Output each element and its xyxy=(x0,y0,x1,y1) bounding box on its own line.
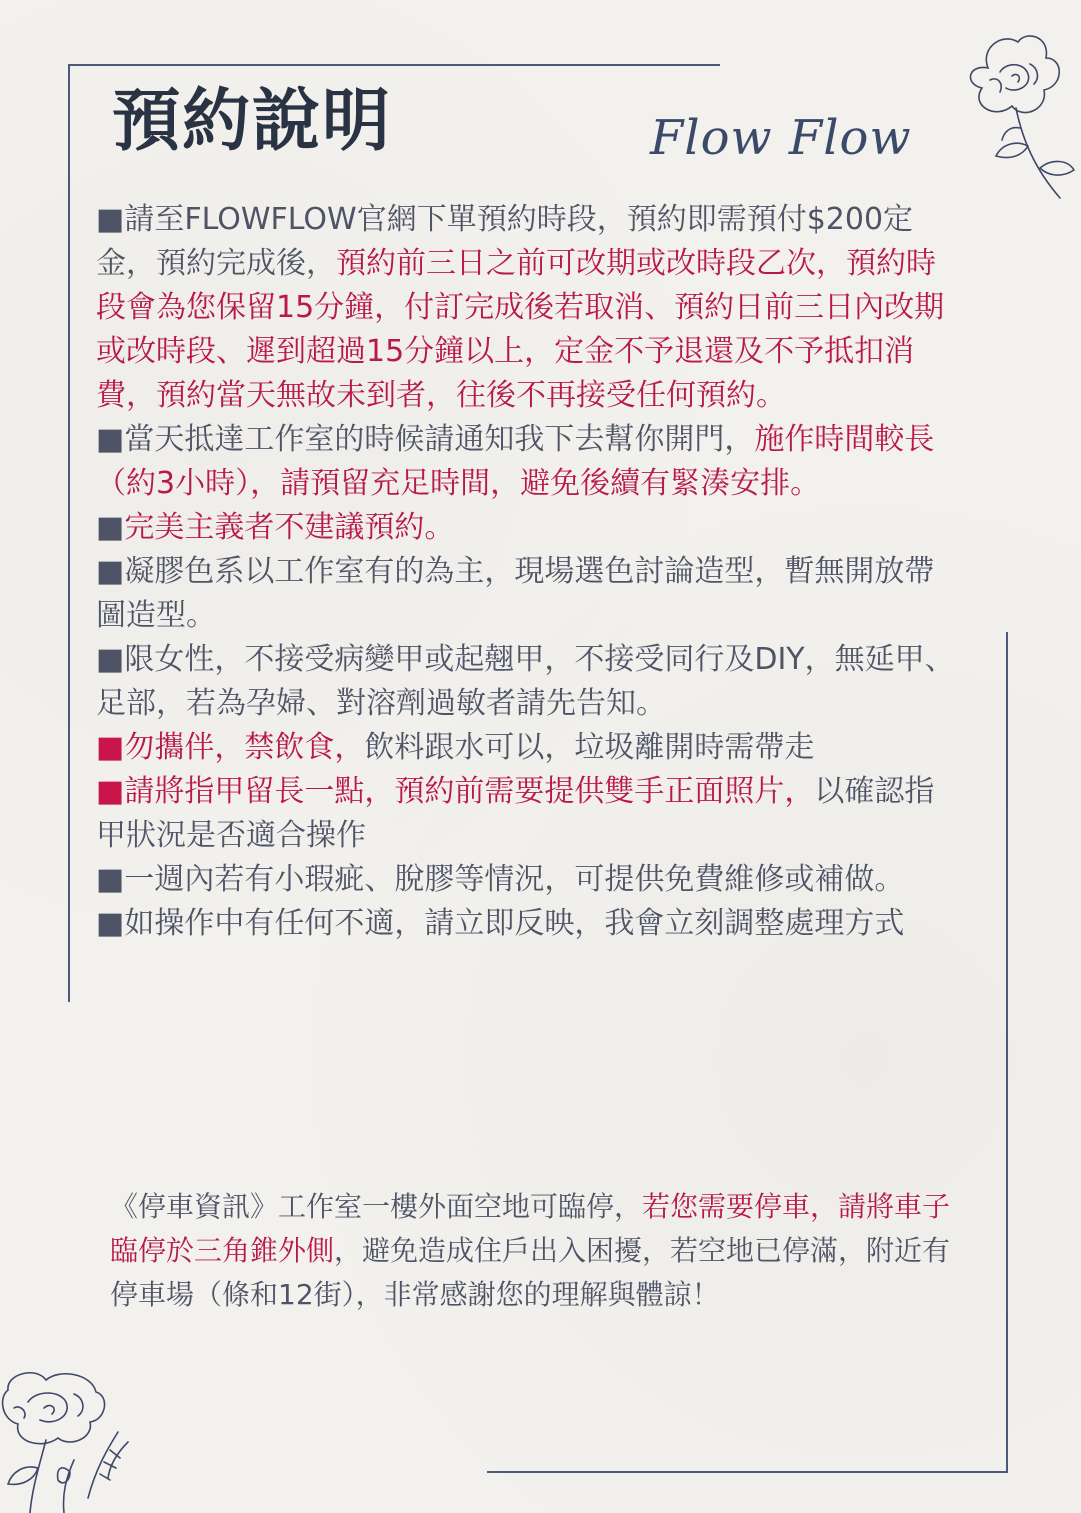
notice-text-highlight: 預約前三日之前可改期或改時段乙次，預約時段會為您保留15分鐘，付訂完成後若取消、預約日前三日內改期或改時段、遲到超過15分鐘以上，定金不予退還及不予抵扣消費，預約當天無故未到者，往後不再接受任何預約。 xyxy=(96,246,945,413)
bullet-square-icon: ■ xyxy=(96,554,125,589)
parking-text: 《停車資訊》工作室一樓外面空地可臨停， xyxy=(110,1190,643,1223)
notice-item xyxy=(96,726,956,770)
brand-logo: Flow Flow xyxy=(650,110,912,166)
bullet-square-icon: ■ xyxy=(96,642,125,677)
bullet-square-icon: ■ xyxy=(96,862,125,897)
bullet-square-icon: ■ xyxy=(96,774,125,809)
notice-item xyxy=(96,770,956,858)
notice-text-highlight: 施作時間較長（約3小時），請預留充足時間，避免後續有緊湊安排。 xyxy=(96,422,935,501)
parking-info xyxy=(110,1185,970,1317)
notice-text: 當天抵達工作室的時候請通知我下去幫你開門， xyxy=(124,422,755,457)
bullet-square-icon: ■ xyxy=(96,510,125,545)
notice-list xyxy=(96,198,956,946)
notice-text: 限女性，不接受病變甲或起翹甲，不接受同行及DIY，無延甲、足部，若為孕婦、對溶劑過敏者請先告知。 xyxy=(96,642,955,721)
notice-item xyxy=(96,418,956,506)
notice-text: 以確認指甲狀況是否適合操作 xyxy=(96,774,935,853)
notice-item xyxy=(96,550,956,638)
notice-text: 飲料跟水可以，垃圾離開時需帶走 xyxy=(364,730,815,765)
notice-item xyxy=(96,638,956,726)
flower-top-right-icon xyxy=(960,28,1081,218)
parking-text-highlight: 若您需要停車，請將車子臨停於三角錐外側 xyxy=(110,1190,951,1267)
notice-item xyxy=(96,506,956,550)
bullet-square-icon: ■ xyxy=(96,906,125,941)
notice-text: 一週內若有小瑕疵、脫膠等情況，可提供免費維修或補做。 xyxy=(124,862,905,897)
notice-text-highlight: 勿攜伴，禁飲食， xyxy=(124,730,365,765)
parking-text: ，避免造成住戶出入困擾，若空地已停滿，附近有停車場（條和12街），非常感謝您的理解與體諒！ xyxy=(110,1234,951,1311)
notice-text-highlight: 完美主義者不建議預約。 xyxy=(124,510,455,545)
page-title: 預約說明 xyxy=(112,82,393,161)
notice-text: 凝膠色系以工作室有的為主，現場選色討論造型，暫無開放帶圖造型。 xyxy=(96,554,935,633)
frame-bottom-line xyxy=(487,1471,1008,1473)
notice-text-highlight: 請將指甲留長一點，預約前需要提供雙手正面照片， xyxy=(124,774,815,809)
notice-text: 請至FLOWFLOW官網下單預約時段，預約即需預付$200定金，預約完成後， xyxy=(96,202,914,281)
bullet-square-icon: ■ xyxy=(96,730,125,765)
frame-left-line xyxy=(68,64,70,1002)
frame-right-line xyxy=(1006,632,1008,1472)
bullet-square-icon: ■ xyxy=(96,202,125,237)
flower-bottom-left-icon xyxy=(0,1368,150,1513)
notice-item xyxy=(96,902,956,946)
frame-top-line xyxy=(68,64,720,66)
notice-text: 如操作中有任何不適，請立即反映，我會立刻調整處理方式 xyxy=(124,906,905,941)
bullet-square-icon: ■ xyxy=(96,422,125,457)
notice-item xyxy=(96,198,956,418)
notice-item xyxy=(96,858,956,902)
